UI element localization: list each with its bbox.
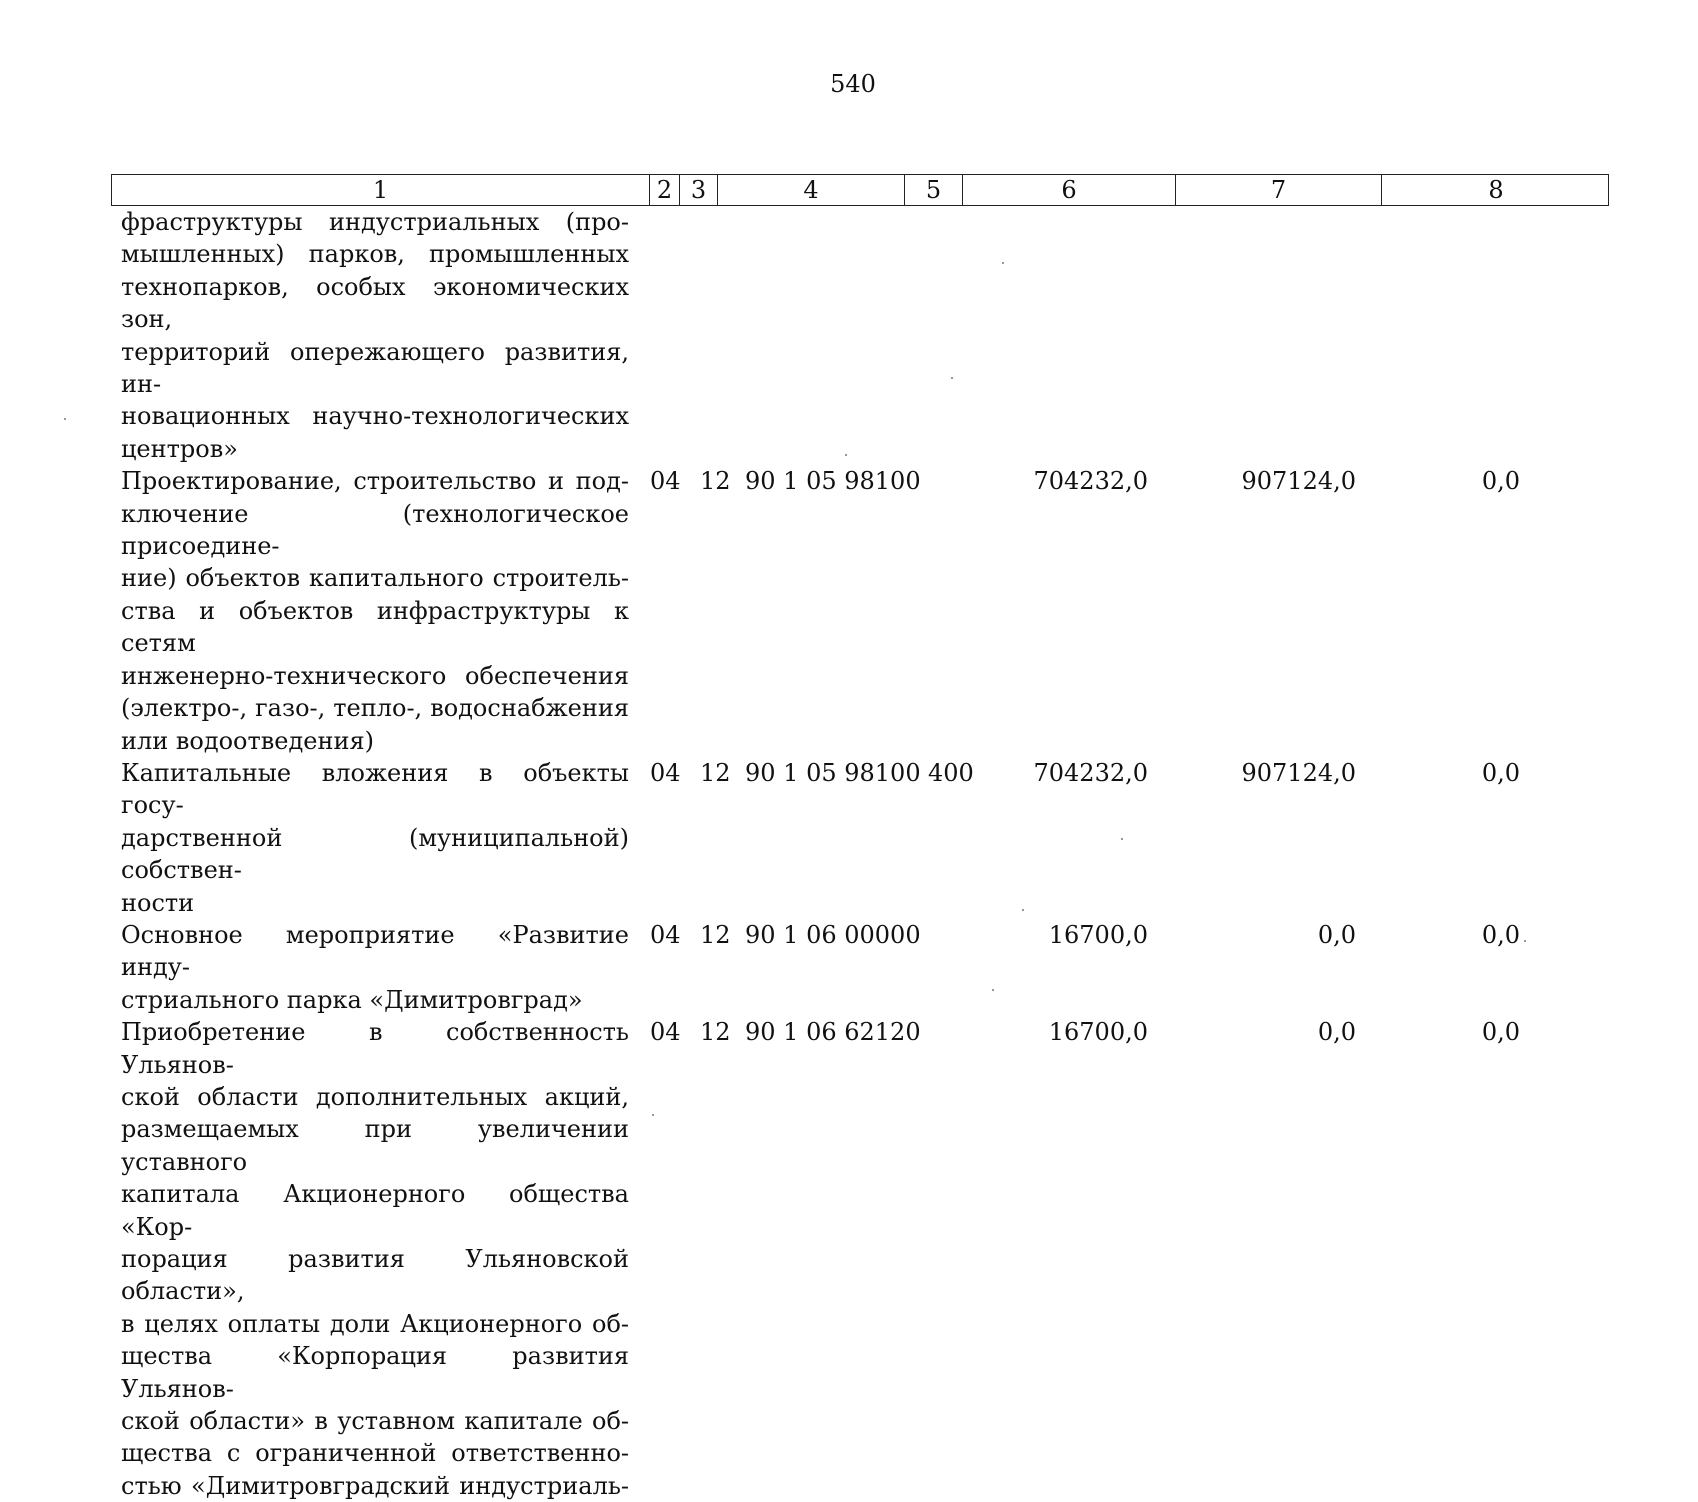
cell-section: 04 [650, 920, 681, 949]
row-name-line: порация развития Ульяновской области», [121, 1245, 629, 1306]
scan-speck [845, 454, 847, 456]
cell-expense-type: 400 [928, 758, 974, 787]
column-header-1: 1 [112, 175, 650, 205]
cell-amount-col6: 16700,0 [1048, 1018, 1148, 1047]
row-name [121, 465, 629, 757]
row-name-line: фраструктуры индустриальных (про- [121, 208, 629, 236]
scan-speck [1002, 262, 1004, 264]
cell-amount-col8: 0,0 [1481, 758, 1520, 787]
row-name-line: (электро-, газо-, тепло-, водоснабжения [121, 694, 629, 723]
row-name-line: ской области» в уставном капитале об- [121, 1407, 629, 1436]
row-name-line: щества с ограниченной ответственно- [121, 1439, 629, 1468]
cell-subsection: 12 [700, 920, 731, 949]
scan-speck [1121, 838, 1123, 840]
cell-amount-col7: 907124,0 [1241, 758, 1356, 787]
cell-amount-col6: 704232,0 [1033, 758, 1148, 787]
table-header [111, 174, 1609, 206]
cell-amount-col7: 0,0 [1317, 1018, 1356, 1047]
row-name-line: ние) объектов капитального строитель- [121, 564, 629, 593]
scan-speck [1022, 909, 1024, 911]
row-name-line: в целях оплаты доли Акционерного об- [121, 1309, 629, 1338]
column-header-2: 2 [650, 175, 680, 205]
scan-speck [992, 989, 994, 991]
cell-target-article: 90 1 06 62120 [745, 1018, 921, 1047]
row-name-line: Проектирование, строительство и под- [121, 467, 629, 496]
table-body [0, 206, 1698, 1502]
cell-target-article: 90 1 05 98100 [745, 758, 921, 787]
row-name-line: стриального парка «Димитровград» [121, 985, 583, 1014]
row-name-line: инженерно-технического обеспечения [121, 661, 629, 690]
row-name [121, 757, 629, 919]
table-row [0, 206, 1698, 465]
cell-amount-col7: 907124,0 [1241, 467, 1356, 496]
cell-target-article: 90 1 06 00000 [745, 920, 921, 949]
row-name-line: дарственной (муниципальной) собствен- [121, 823, 629, 885]
scan-speck [64, 418, 66, 420]
row-name-line: технопарков, особых экономических зон, [121, 272, 629, 334]
scan-speck [951, 377, 953, 379]
cell-amount-col8: 0,0 [1481, 467, 1520, 496]
row-name-line: ской области дополнительных акций, [121, 1082, 629, 1111]
cell-amount-col8: 0,0 [1481, 1018, 1520, 1047]
row-name-line: щества «Корпорация развития Ульянов- [121, 1342, 629, 1403]
row-name [121, 1016, 629, 1502]
cell-target-article: 90 1 05 98100 [745, 467, 921, 496]
cell-subsection: 12 [700, 758, 731, 787]
cell-amount-col8: 0,0 [1481, 920, 1520, 949]
column-header-8: 8 [1488, 176, 1504, 204]
table-row [0, 1016, 1698, 1502]
cell-amount-col6: 704232,0 [1033, 467, 1148, 496]
cell-section: 04 [650, 1018, 681, 1047]
row-name-line: Капитальные вложения в объекты госу- [121, 758, 629, 820]
page-number: 540 [830, 70, 876, 98]
scan-speck [652, 1114, 654, 1116]
cell-subsection: 12 [700, 467, 731, 496]
row-name-line: Приобретение в собственность Ульянов- [121, 1018, 629, 1079]
row-name-line: Основное мероприятие «Развитие инду- [121, 920, 629, 982]
row-name-line: мышленных) парков, промышленных [121, 240, 629, 269]
table-row [0, 757, 1698, 919]
column-header-5: 5 [905, 175, 963, 205]
cell-amount-col7: 0,0 [1317, 920, 1356, 949]
row-name-line: территорий опережающего развития, ин- [121, 337, 629, 399]
row-name-line: размещаемых при увеличении уставного [121, 1115, 629, 1176]
row-name [121, 206, 629, 465]
row-name-line: или водоотведения) [121, 726, 374, 755]
row-name-line: стью «Димитровградский индустриаль- [121, 1471, 629, 1500]
row-name-line: ности [121, 888, 195, 917]
row-name-line: центров» [121, 434, 238, 463]
row-name-line: ства и объектов инфраструктуры к сетям [121, 596, 629, 658]
row-name [121, 919, 629, 1016]
scan-speck [1524, 940, 1526, 942]
column-header-4: 4 [718, 175, 905, 205]
column-header-6: 6 [963, 175, 1176, 205]
table-row [0, 919, 1698, 1016]
row-name-line: ключение (технологическое присоедине- [121, 499, 629, 561]
cell-subsection: 12 [700, 1018, 731, 1047]
cell-section: 04 [650, 758, 681, 787]
row-name-line: капитала Акционерного общества «Кор- [121, 1180, 629, 1241]
row-name-line: новационных научно-технологических [121, 402, 629, 431]
column-header-3: 3 [680, 175, 718, 205]
cell-section: 04 [650, 467, 681, 496]
table-row [0, 465, 1698, 757]
cell-amount-col6: 16700,0 [1048, 920, 1148, 949]
column-header-7: 7 [1176, 175, 1382, 205]
